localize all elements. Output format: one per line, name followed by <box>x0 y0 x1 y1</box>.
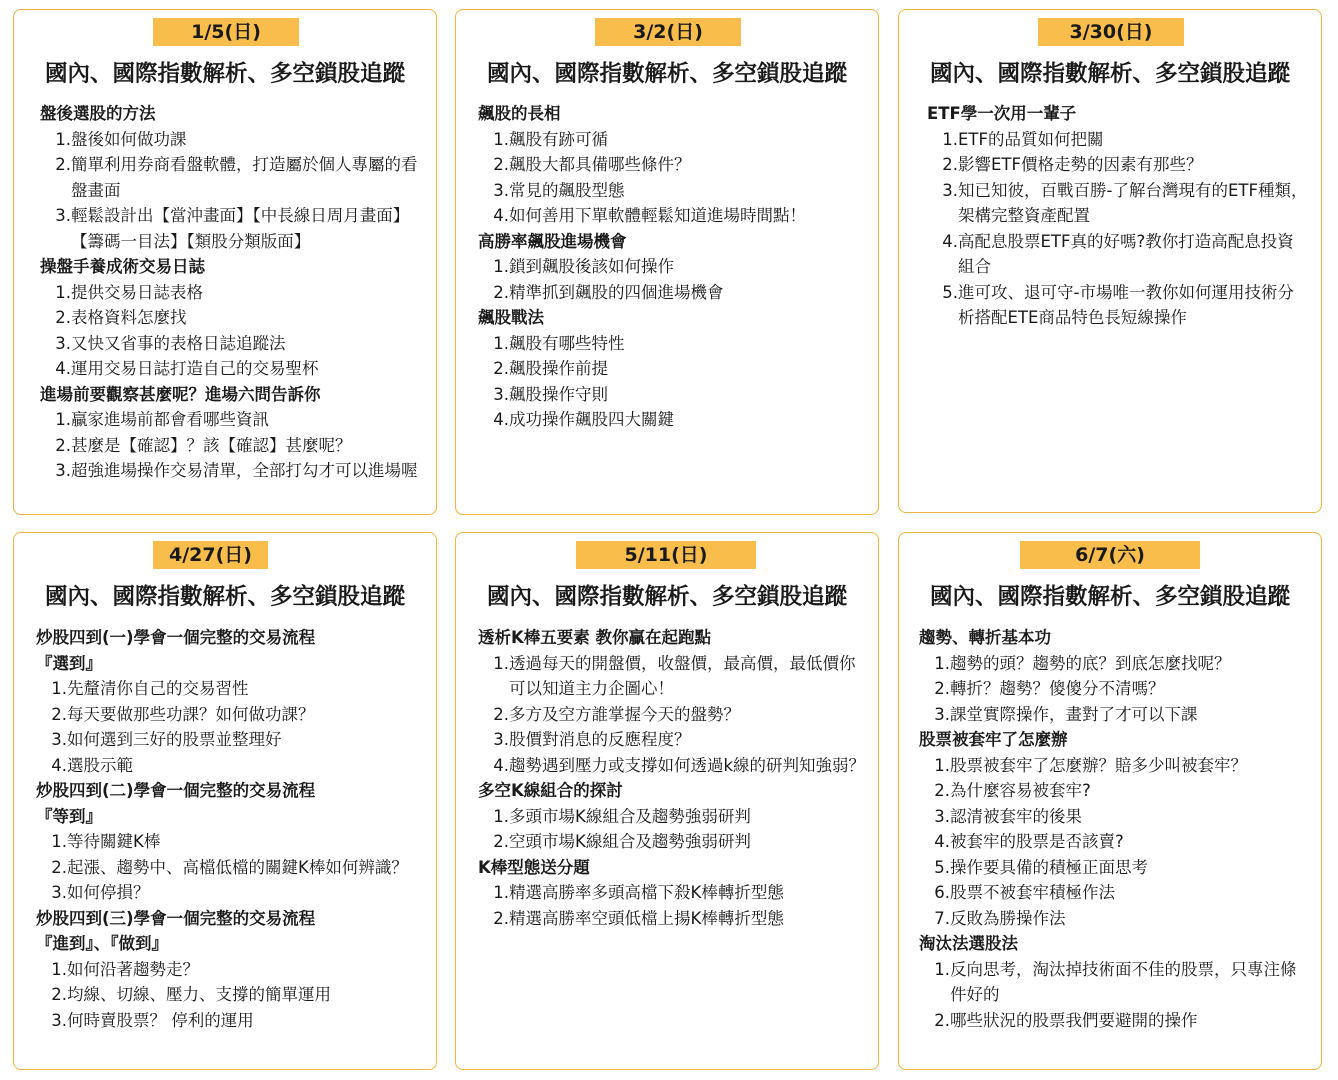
list-item-number: 2. <box>51 857 67 877</box>
list-item-text: 選股示範 <box>67 755 133 775</box>
list-item-number: 1. <box>55 410 71 429</box>
list-item-text: 如何善用下單軟體輕鬆知道進場時間點！ <box>509 206 806 225</box>
section-heading: 股票被套牢了怎麼辦 <box>919 730 1068 749</box>
list-item-text: ETF的品質如何把關 <box>958 129 1104 149</box>
list-item <box>478 702 866 728</box>
section-heading: ETF學一次用一輩子 <box>927 104 1077 123</box>
list-item <box>919 778 1309 804</box>
list-item-text: 如何沿著趨勢走？ <box>67 959 199 979</box>
list-item <box>478 829 866 855</box>
list-item-number: 3. <box>55 333 71 353</box>
list-item <box>927 280 1309 331</box>
list-item <box>478 407 866 433</box>
section-heading: 多空K線組合的探討 <box>478 781 623 800</box>
list-item <box>919 702 1309 728</box>
section-heading: 操盤手養成術交易日誌 <box>40 257 205 276</box>
date-badge: 4/27(日) <box>153 541 268 569</box>
list-item-number: 1. <box>55 129 71 149</box>
list-item-number: 1. <box>934 755 950 775</box>
section-heading: 『進到』、『做到』 <box>36 934 168 953</box>
list-item-number: 2. <box>934 679 950 698</box>
list-item-text: 股價對消息的反應程度？ <box>509 730 691 749</box>
card-body <box>478 625 866 931</box>
list-item <box>478 152 866 178</box>
list-item-text: 多頭市場K線組合及趨勢強弱研判 <box>509 806 751 826</box>
list-item-number: 1. <box>493 129 509 149</box>
list-item-text: 知已知彼，百戰百勝-了解台灣現有的ETF種類，架構完整資產配置 <box>958 180 1308 225</box>
list-item-text: 趨勢的頭？趨勢的底？到底怎麼找呢？ <box>950 653 1231 673</box>
list-item-number: 4. <box>493 755 509 775</box>
list-item-number: 4. <box>934 832 950 851</box>
list-item <box>40 127 424 153</box>
list-item <box>36 1008 424 1034</box>
list-item-text: 表格資料怎麼找 <box>71 308 187 327</box>
list-item <box>478 254 866 280</box>
list-item <box>40 433 424 459</box>
list-item-number: 2. <box>934 781 950 800</box>
list-item-text: 等待關鍵K棒 <box>67 832 161 851</box>
date-badge: 6/7(六) <box>1020 541 1200 569</box>
list-item-text: 贏家進場前都會看哪些資訊 <box>71 410 269 429</box>
list-item-number: 2. <box>51 704 67 724</box>
list-item-number: 3. <box>493 180 509 200</box>
list-item <box>927 178 1309 229</box>
list-item-text: 飆股操作前提 <box>509 359 608 378</box>
list-item-number: 1. <box>493 333 509 353</box>
card-title: 國內、國際指數解析、多空鎖股追蹤 <box>929 584 1290 610</box>
section-heading: 趨勢、轉折基本功 <box>919 628 1051 647</box>
list-item-number: 3. <box>55 206 71 225</box>
list-item <box>478 906 866 932</box>
list-item-text: 甚麼是【確認】？該【確認】甚麼呢？ <box>71 435 352 455</box>
list-item-number: 2. <box>942 155 958 174</box>
list-item-number: 1. <box>51 679 67 698</box>
list-item-number: 7. <box>934 908 950 928</box>
list-item <box>40 280 424 306</box>
date-badge: 3/2(日) <box>595 18 741 46</box>
list-item-text: 反向思考，淘汰掉技術面不佳的股票，只專注條件好的 <box>950 959 1297 1004</box>
list-item-text: 飆股有跡可循 <box>509 129 608 149</box>
card-body <box>919 625 1309 1033</box>
list-item-text: 每天要做那些功課？如何做功課？ <box>67 704 315 724</box>
course-card-4 <box>13 532 437 1070</box>
date-badge: 5/11(日) <box>576 541 756 569</box>
section-heading: 高勝率飆股進場機會 <box>478 231 627 251</box>
list-item-text: 何時賣股票？ 停利的運用 <box>67 1010 254 1030</box>
list-item <box>478 356 866 382</box>
list-item-number: 4. <box>51 755 67 775</box>
course-card-5 <box>455 532 879 1070</box>
list-item <box>478 727 866 753</box>
course-card-2 <box>455 9 879 515</box>
list-item-text: 飆股有哪些特性 <box>509 333 625 353</box>
list-item-number: 1. <box>493 653 509 673</box>
card-body <box>36 625 424 1033</box>
list-item-number: 2. <box>55 155 71 174</box>
list-item <box>478 280 866 306</box>
list-item-text: 飆股操作守則 <box>509 384 608 404</box>
list-item-number: 2. <box>934 1010 950 1030</box>
list-item-number: 3. <box>934 806 950 826</box>
list-item-text: 為什麼容易被套牢? <box>950 781 1091 800</box>
list-item-number: 5. <box>942 282 958 302</box>
list-item-text: 股票被套牢了怎麼辦？賠多少叫被套牢？ <box>950 755 1247 775</box>
section-heading: 透析K棒五要素 教你贏在起跑點 <box>478 628 712 647</box>
list-item <box>40 305 424 331</box>
list-item-text: 簡單利用券商看盤軟體，打造屬於個人專屬的看盤畫面 <box>71 155 418 200</box>
list-item <box>919 957 1309 1008</box>
card-title: 國內、國際指數解析、多空鎖股追蹤 <box>486 61 847 87</box>
section-heading: 進場前要觀察甚麼呢？進場六問告訴你 <box>40 384 321 404</box>
list-item-number: 4. <box>493 206 509 225</box>
list-item <box>478 753 866 779</box>
list-item-number: 1. <box>934 653 950 673</box>
card-title: 國內、國際指數解析、多空鎖股追蹤 <box>44 61 405 87</box>
list-item-text: 精準抓到飆股的四個進場機會 <box>509 282 724 302</box>
list-item-text: 精選高勝率多頭高檔下殺K棒轉折型態 <box>509 883 784 902</box>
list-item-number: 1. <box>934 959 950 979</box>
list-item-text: 提供交易日誌表格 <box>71 282 203 302</box>
list-item <box>478 382 866 408</box>
list-item-number: 2. <box>493 282 509 302</box>
list-item-text: 先釐清你自己的交易習性 <box>67 679 249 698</box>
section-heading: 盤後選股的方法 <box>40 104 156 123</box>
list-item-number: 2. <box>493 908 509 928</box>
date-badge: 1/5(日) <box>153 18 299 46</box>
list-item-text: 影響ETF價格走勢的因素有那些？ <box>958 155 1203 174</box>
list-item-text: 多方及空方誰掌握今天的盤勢？ <box>509 704 740 724</box>
list-item-text: 運用交易日誌打造自己的交易聖杯 <box>71 359 319 378</box>
list-item-text: 起漲、趨勢中、高檔低檔的關鍵K棒如何辨識？ <box>67 857 408 877</box>
course-card-3 <box>898 9 1322 513</box>
list-item-number: 2. <box>55 308 71 327</box>
list-item-number: 1. <box>493 257 509 276</box>
list-item-number: 3. <box>493 730 509 749</box>
list-item-number: 3. <box>51 883 67 902</box>
list-item-text: 空頭市場K線組合及趨勢強弱研判 <box>509 832 751 851</box>
list-item <box>36 753 424 779</box>
list-item-number: 2. <box>55 435 71 455</box>
list-item-number: 5. <box>934 857 950 877</box>
list-item-text: 操作要具備的積極正面思考 <box>950 857 1148 877</box>
list-item-number: 3. <box>942 180 958 200</box>
list-item <box>40 356 424 382</box>
list-item <box>36 702 424 728</box>
section-heading: 飆股戰法 <box>478 308 544 327</box>
list-item <box>36 676 424 702</box>
list-item-text: 股票不被套牢積極作法 <box>950 883 1115 902</box>
list-item <box>919 829 1309 855</box>
list-item-number: 4. <box>942 231 958 251</box>
list-item <box>919 906 1309 932</box>
list-item-number: 2. <box>493 704 509 724</box>
list-item <box>919 1008 1309 1034</box>
section-heading: 『選到』 <box>36 653 102 673</box>
list-item <box>40 203 424 254</box>
list-item-number: 3. <box>493 384 509 404</box>
list-item <box>919 753 1309 779</box>
course-card-1 <box>13 9 437 515</box>
list-item-number: 3. <box>51 1010 67 1030</box>
list-item-number: 4. <box>493 410 509 429</box>
section-heading: 炒股四到(三)學會一個完整的交易流程 <box>36 908 316 928</box>
list-item <box>40 331 424 357</box>
list-item-text: 輕鬆設計出【當沖畫面】【中長線日周月畫面】【籌碼一目法】【類股分類版面】 <box>71 206 410 251</box>
list-item-text: 認清被套牢的後果 <box>950 806 1082 826</box>
list-item-number: 1. <box>942 129 958 149</box>
card-body <box>478 101 866 433</box>
list-item <box>919 855 1309 881</box>
list-item-text: 成功操作飆股四大關鍵 <box>509 410 674 429</box>
list-item-number: 3. <box>934 704 950 724</box>
list-item-number: 2. <box>51 985 67 1004</box>
list-item-number: 1. <box>51 832 67 851</box>
list-item-number: 2. <box>493 359 509 378</box>
list-item <box>40 458 424 484</box>
list-item-text: 趨勢遇到壓力或支撐如何透過k線的研判知強弱？ <box>509 755 866 775</box>
list-item <box>478 880 866 906</box>
list-item <box>927 152 1309 178</box>
list-item-text: 進可攻、退可守-市場唯一教你如何運用技術分析搭配ETE商品特色長短線操作 <box>958 282 1294 327</box>
list-item-number: 3. <box>55 461 71 480</box>
list-item <box>919 804 1309 830</box>
list-item-number: 6. <box>934 883 950 902</box>
card-body <box>40 101 424 484</box>
list-item-text: 鎖到飆股後該如何操作 <box>509 257 674 276</box>
list-item-text: 哪些狀況的股票我們要避開的操作 <box>950 1010 1198 1030</box>
list-item <box>927 127 1309 153</box>
list-item <box>478 203 866 229</box>
section-heading: 淘汰法選股法 <box>919 934 1018 953</box>
list-item-text: 飆股大都具備哪些條件？ <box>509 155 691 174</box>
list-item-text: 超強進場操作交易清單，全部打勾才可以進場喔 <box>71 461 418 480</box>
section-heading: 飆股的長相 <box>478 104 561 123</box>
list-item <box>36 829 424 855</box>
card-title: 國內、國際指數解析、多空鎖股追蹤 <box>486 584 847 610</box>
list-item <box>478 331 866 357</box>
card-title: 國內、國際指數解析、多空鎖股追蹤 <box>44 584 405 610</box>
list-item-text: 被套牢的股票是否該賣? <box>950 832 1124 851</box>
list-item <box>36 727 424 753</box>
list-item <box>478 651 866 702</box>
list-item <box>927 229 1309 280</box>
list-item-text: 課堂實際操作，畫對了才可以下課 <box>950 704 1198 724</box>
list-item <box>40 407 424 433</box>
section-heading: 炒股四到(一)學會一個完整的交易流程 <box>36 628 316 647</box>
list-item-text: 均線、切線、壓力、支撐的簡單運用 <box>67 985 331 1004</box>
list-item <box>478 127 866 153</box>
list-item-text: 轉折？趨勢？傻傻分不清嗎？ <box>950 679 1165 698</box>
list-item <box>919 880 1309 906</box>
list-item-number: 3. <box>51 730 67 749</box>
list-item-text: 常見的飆股型態 <box>509 180 625 200</box>
list-item-number: 1. <box>55 282 71 302</box>
list-item-number: 1. <box>493 806 509 826</box>
list-item-text: 反敗為勝操作法 <box>950 908 1066 928</box>
date-badge: 3/30(日) <box>1038 18 1184 46</box>
list-item-text: 透過每天的開盤價，收盤價，最高價，最低價你可以知道主力企圖心！ <box>509 653 856 698</box>
card-title: 國內、國際指數解析、多空鎖股追蹤 <box>929 61 1290 87</box>
list-item <box>36 880 424 906</box>
list-item-number: 2. <box>493 155 509 174</box>
section-heading: 炒股四到(二)學會一個完整的交易流程 <box>36 781 316 800</box>
list-item <box>40 152 424 203</box>
list-item <box>36 982 424 1008</box>
list-item-number: 1. <box>51 959 67 979</box>
list-item-text: 又快又省事的表格日誌追蹤法 <box>71 333 286 353</box>
list-item-text: 高配息股票ETF真的好嗎?教你打造高配息投資組合 <box>958 231 1294 276</box>
list-item-text: 盤後如何做功課 <box>71 129 187 149</box>
list-item <box>36 957 424 983</box>
course-card-6 <box>898 532 1322 1070</box>
list-item <box>478 804 866 830</box>
list-item-number: 2. <box>493 832 509 851</box>
list-item-number: 4. <box>55 359 71 378</box>
card-body <box>927 101 1309 331</box>
list-item-text: 如何停損？ <box>67 883 150 902</box>
list-item <box>36 855 424 881</box>
list-item <box>478 178 866 204</box>
list-item-text: 如何選到三好的股票並整理好 <box>67 730 282 749</box>
section-heading: K棒型態送分題 <box>478 857 590 877</box>
list-item <box>919 651 1309 677</box>
section-heading: 『等到』 <box>36 806 102 826</box>
list-item <box>919 676 1309 702</box>
list-item-text: 精選高勝率空頭低檔上揚K棒轉折型態 <box>509 908 784 928</box>
list-item-number: 1. <box>493 883 509 902</box>
